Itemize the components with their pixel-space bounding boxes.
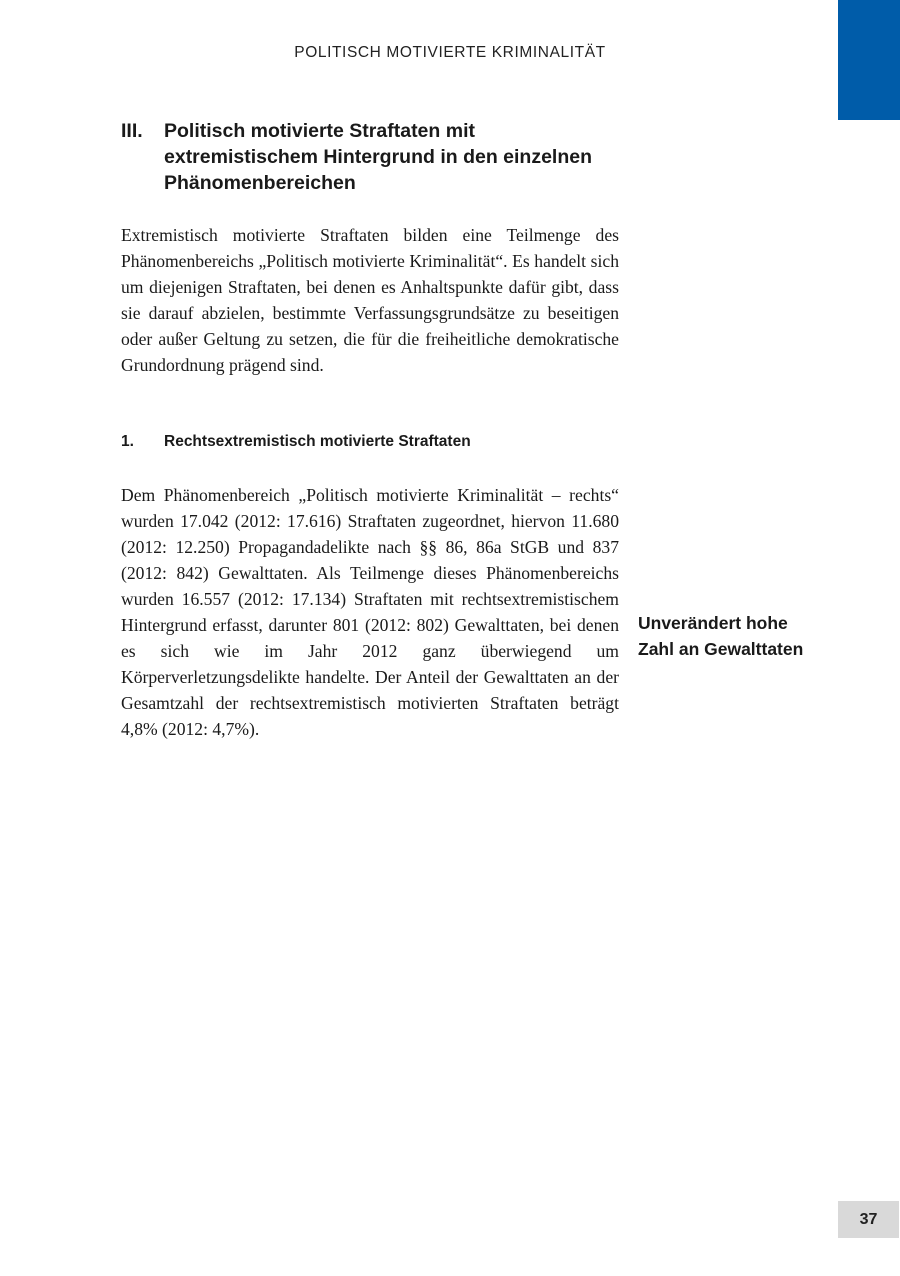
page-number: 37 — [838, 1201, 899, 1238]
section-number: 1. — [121, 433, 134, 450]
running-header: POLITISCH MOTIVIERTE KRIMINALITÄT — [294, 44, 606, 61]
section-heading — [121, 431, 621, 453]
chapter-heading — [121, 118, 621, 196]
margin-note: Unverändert hohe Zahl an Gewalttaten — [638, 613, 804, 659]
section-title: Rechtsextremistisch motivierte Straftaten — [164, 433, 471, 450]
chapter-title: Politisch motivierte Straftaten mit extremistischem Hintergrund in den einzelnen Phänomenbereichen — [164, 120, 593, 194]
chapter-intro-paragraph: Extremistisch motivierte Straftaten bilden eine Teilmenge des Phänomenbereichs „Politisch motivierte Kriminalität“. Es handelt sich um diejenigen Straftaten, bei denen es Anhaltspunkte dafür gibt, dass sie darauf abzielen, bestimmte Verfassungsgrundsätze zu beseitigen oder außer Geltung zu setzen, die für die freiheitliche demokratische Grundordnung prägend sind. — [121, 225, 619, 375]
chapter-number: III. — [121, 120, 143, 142]
section-body-paragraph: Dem Phänomenbereich „Politisch motivierte Kriminalität – rechts“ wurden 17.042 (2012: 17.616) Straftaten zugeordnet, hiervon 11.680 (2012: 12.250) Propagandadelikte nach §§ 86, 86a StGB und 837 (2012: 842) Gewalttaten. Als Teilmenge dieses Phänomenbereichs wurden 16.557 (2012: 17.134) Straftaten mit rechtsextremistischem Hintergrund erfasst, darunter 801 (2012: 802) Gewalttaten, bei denen es sich wie im Jahr 2012 ganz überwiegend um Körperverletzungsdelikte handelte. Der Anteil der Gewalttaten an der Gesamtzahl der rechtsextremistisch motivierten Straftaten beträgt 4,8% (2012: 4,7%). — [121, 485, 619, 739]
